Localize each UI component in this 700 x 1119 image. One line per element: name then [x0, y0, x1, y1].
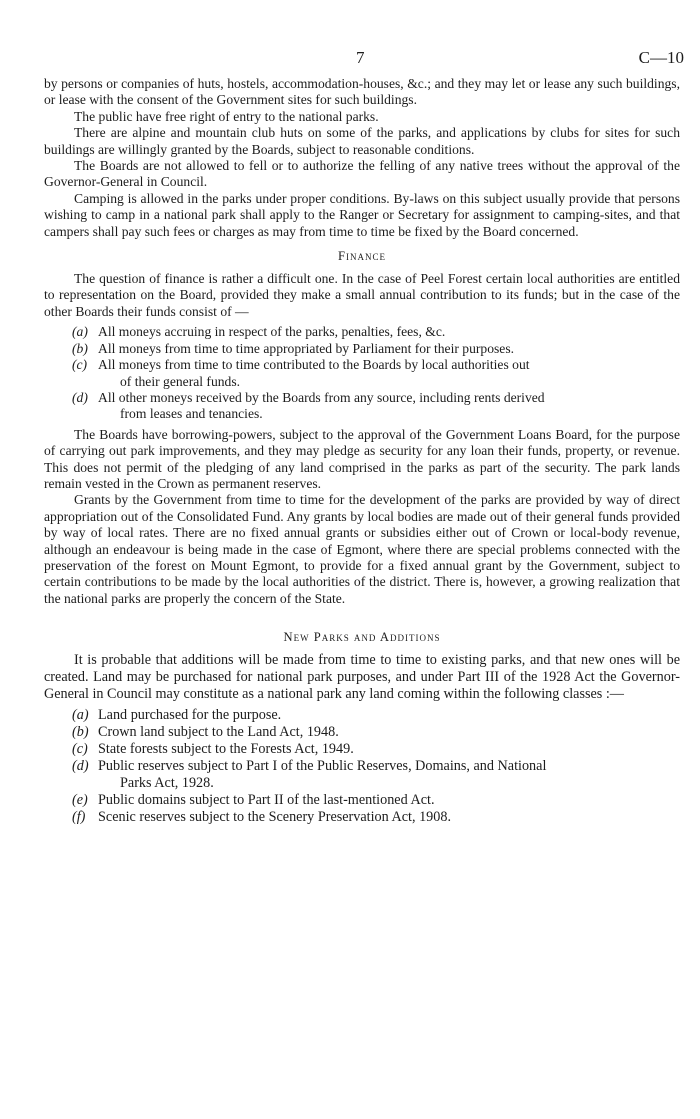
list-item	[44, 724, 680, 741]
list-item-text: All other moneys received by the Boards from any source, including rents derived	[98, 389, 545, 405]
list-item	[44, 707, 680, 724]
list-item-text: Land purchased for the purpose.	[98, 707, 282, 724]
list-item-continuation: of their general funds.	[120, 373, 241, 389]
list-item-text: Public reserves subject to Part I of the Public Reserves, Domains, and National	[98, 758, 547, 775]
list-item	[44, 357, 680, 390]
list-item-text: Scenic reserves subject to the Scenery Preservation Act, 1908.	[98, 809, 452, 826]
list-item-text: All moneys accruing in respect of the parks, penalties, fees, &c.	[98, 324, 446, 340]
list-marker: (b)	[72, 340, 88, 356]
list-item	[44, 809, 680, 826]
list-item-continuation: Parks Act, 1928.	[120, 775, 214, 792]
list-item	[44, 341, 680, 357]
list-marker: (e)	[72, 792, 88, 809]
list-item-text: Public domains subject to Part II of the last-mentioned Act.	[98, 792, 435, 809]
list-marker: (d)	[72, 758, 89, 775]
list-item-text: State forests subject to the Forests Act, 1949.	[98, 741, 354, 758]
section-heading-new-parks: New Parks and Additions	[283, 630, 441, 645]
paragraph: by persons or companies of huts, hostels, accommodation-houses, &c.; and they may let or lease any such buildings, or lease with the consent of the Government sites for such buildings.	[44, 76, 680, 108]
paragraph: Camping is allowed in the parks under proper conditions. By-laws on this subject usually provide that persons wishing to camp in a national park shall apply to the Ranger or Secretary for assignment to camping-sites, and that campers shall pay such fees or charges as may from time to time be fixed by the Board concerned.	[44, 190, 680, 239]
list-marker: (a)	[72, 707, 89, 724]
list-marker: (b)	[72, 724, 89, 741]
paragraph: The Boards have borrowing-powers, subject to the approval of the Government Loans Board, for the purpose of carrying out park improvements, and they may pledge as security for any loan their funds, property, or revenue. This does not permit of the pledging of any land comprised in the parks as part of the security. The park lands remain vested in the Crown as permanent reserves.	[44, 426, 680, 491]
paragraph: It is probable that additions will be made from time to time to existing parks, and that new ones will be created. Land may be purchased for national park purposes, and under Part III of the 1928 Act the Governor-General in Council may constitute as a national park any land coming within the following classes :—	[44, 652, 680, 703]
document-page	[44, 0, 684, 830]
page-number: 7	[356, 48, 365, 67]
list-item	[44, 792, 680, 809]
list-marker: (d)	[72, 389, 88, 405]
paragraph: The question of finance is rather a difficult one. In the case of Peel Forest certain local authorities are entitled to representation on the Board, provided they make a small annual contribution to its funds; but in the case of the other Boards their funds consist of —	[44, 271, 680, 319]
land-classes-list	[44, 707, 680, 826]
list-item-continuation: from leases and tenancies.	[120, 406, 263, 422]
new-parks-section	[44, 630, 680, 826]
paragraph: The Boards are not allowed to fell or to authorize the felling of any native trees without the approval of the Governor-General in Council.	[44, 158, 680, 190]
list-item	[44, 324, 680, 340]
list-item	[44, 741, 680, 758]
intro-section	[44, 76, 680, 240]
list-item-text: All moneys from time to time appropriated by Parliament for their purposes.	[98, 340, 515, 356]
list-marker: (a)	[72, 324, 88, 340]
list-item-text: All moneys from time to time contributed to the Boards by local authorities out	[98, 357, 530, 373]
finance-section	[44, 249, 680, 607]
paragraph: Grants by the Government from time to time for the development of the parks are provided by way of direct appropriation out of the Consolidated Fund. Any grants by local bodies are made out of their general funds provided by way of local rates. There are no fixed annual grants or subsidies either out of Crown or local-body revenue, although an endeavour is being made in the case of Egmont, where there are special problems connected with the preservation of the forest on Mount Egmont, to provide for a fixed annual grant by the Government, subject to certain contributions to be made by the local authorities of the district. There is, however, a growing realization that the national parks are properly the concern of the State.	[44, 492, 680, 606]
page-header	[44, 0, 684, 76]
paragraph: The public have free right of entry to the national parks.	[74, 108, 379, 124]
list-item	[44, 758, 680, 792]
finance-sources-list	[44, 324, 680, 422]
list-marker: (f)	[72, 809, 86, 826]
paragraph: There are alpine and mountain club huts on some of the parks, and applications by clubs for sites for such buildings are willingly granted by the Boards, subject to reasonable conditions.	[44, 125, 680, 157]
spacer	[44, 607, 680, 621]
list-item	[44, 390, 680, 423]
list-item-text: Crown land subject to the Land Act, 1948.	[98, 724, 339, 741]
list-marker: (c)	[72, 741, 88, 758]
list-marker: (c)	[72, 357, 88, 373]
section-heading-finance: Finance	[337, 249, 386, 264]
document-code: C—10	[638, 48, 684, 67]
